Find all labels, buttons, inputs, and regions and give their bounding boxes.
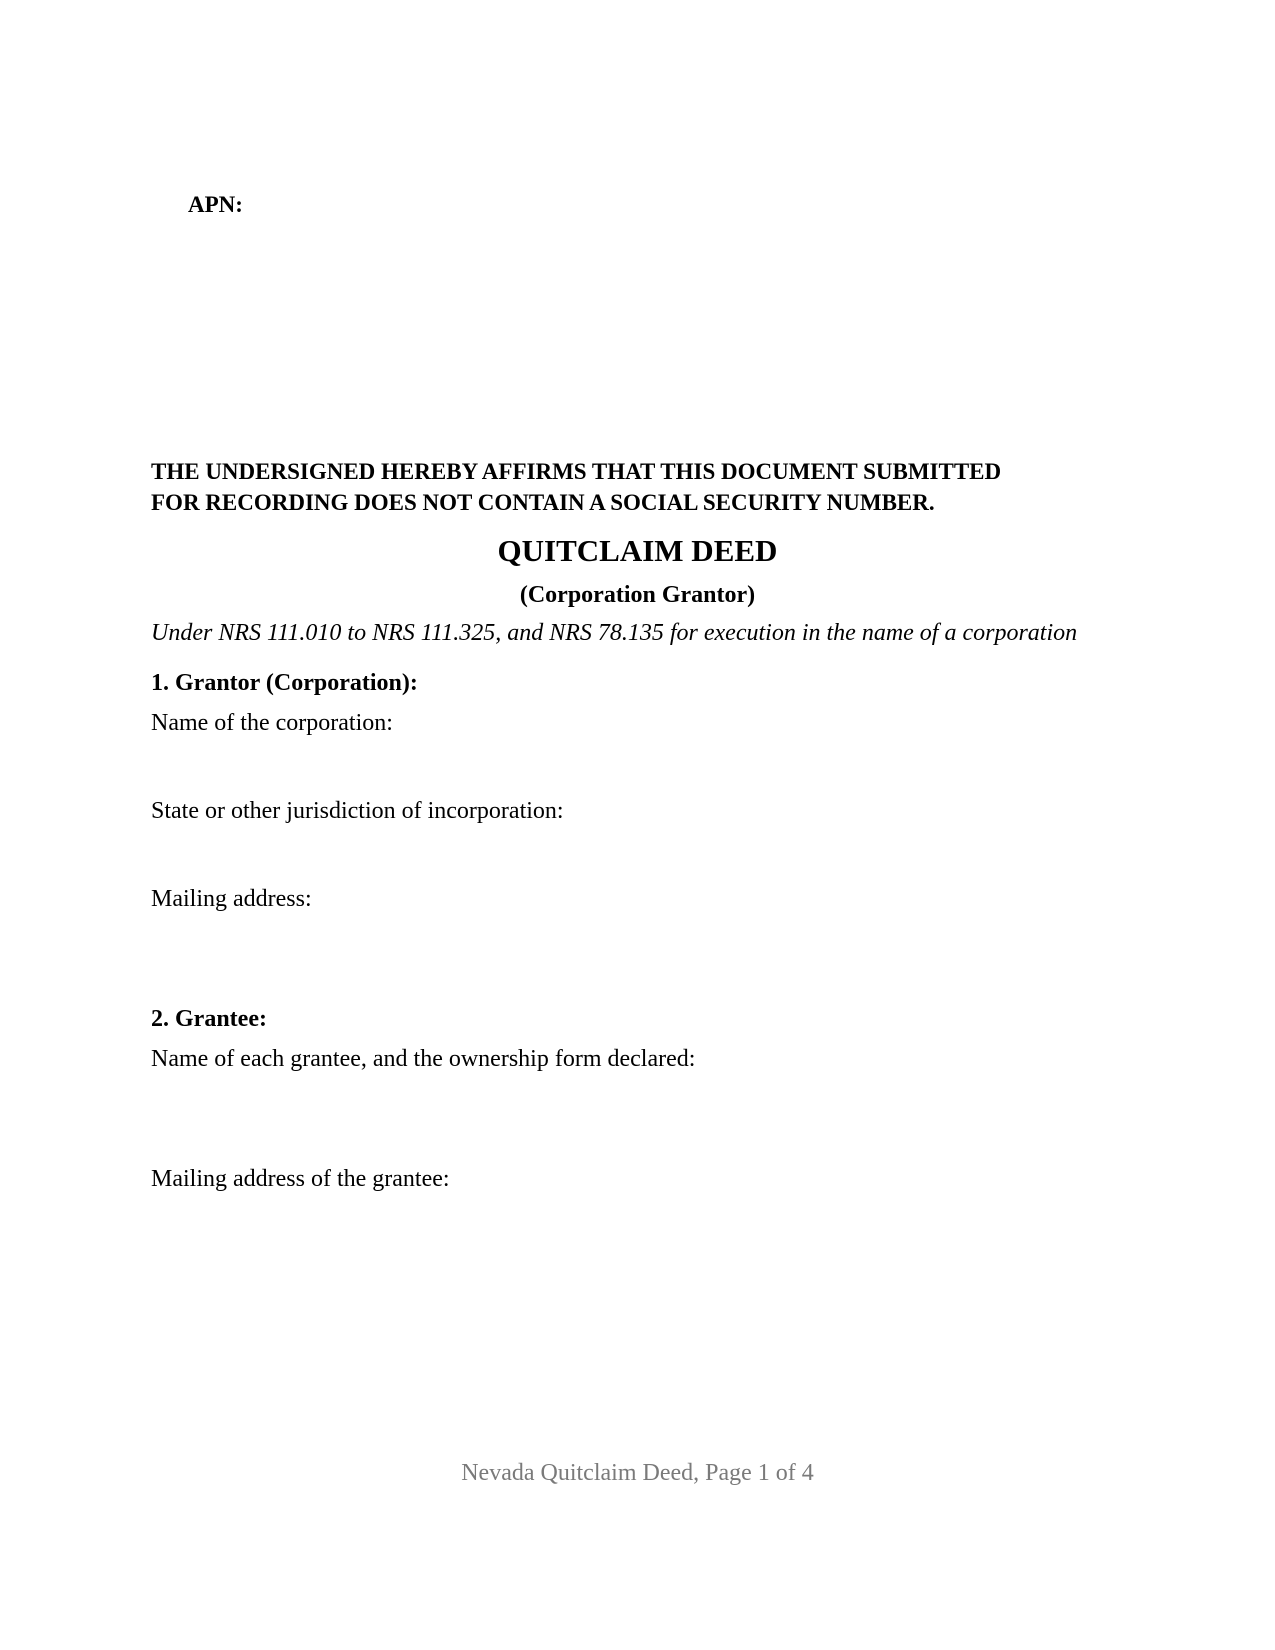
affirmation-line-1: THE UNDERSIGNED HEREBY AFFIRMS THAT THIS DOCUMENT SUBMITTED bbox=[151, 459, 1002, 484]
grantor-heading: 1. Grantor (Corporation): bbox=[151, 670, 418, 696]
grantor-name-label: Name of the corporation: bbox=[151, 710, 393, 736]
grantee-name-label: Name of each grantee, and the ownership form declared: bbox=[151, 1046, 696, 1072]
ssn-affirmation bbox=[151, 456, 1151, 518]
grantor-jurisdiction-label: State or other jurisdiction of incorporation: bbox=[151, 798, 564, 824]
page-footer: Nevada Quitclaim Deed, Page 1 of 4 bbox=[461, 1460, 814, 1486]
grantee-heading: 2. Grantee: bbox=[151, 1006, 267, 1032]
document-subtitle: (Corporation Grantor) bbox=[519, 582, 756, 608]
grantor-address-label: Mailing address: bbox=[151, 886, 312, 912]
grantee-address-label: Mailing address of the grantee: bbox=[151, 1166, 450, 1192]
affirmation-line-2: FOR RECORDING DOES NOT CONTAIN A SOCIAL SECURITY NUMBER. bbox=[151, 490, 935, 515]
apn-label: APN: bbox=[188, 192, 243, 217]
document-title: QUITCLAIM DEED bbox=[497, 533, 778, 568]
statute-reference: Under NRS 111.010 to NRS 111.325, and NRS 78.135 for execution in the name of a corporation bbox=[151, 620, 1078, 646]
